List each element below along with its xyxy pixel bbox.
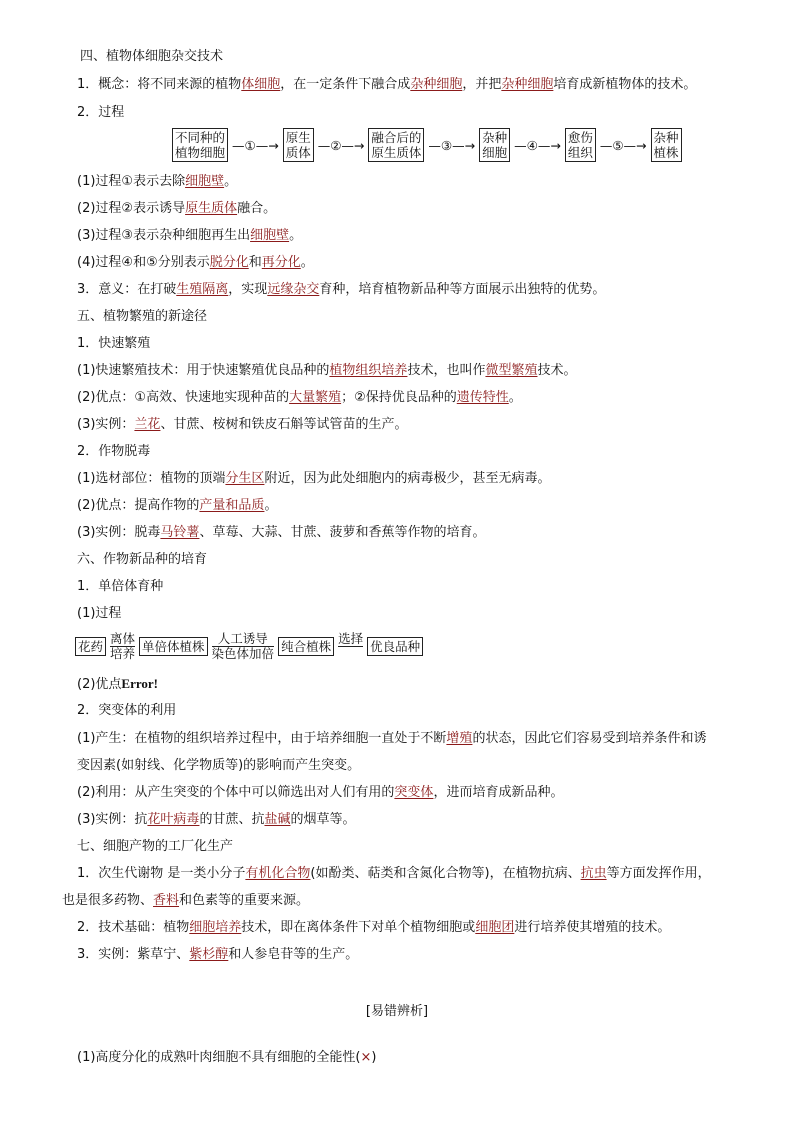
text-line: (1)过程 (77, 606, 122, 621)
text-line: (2)过程②表示诱导原生质体融合。 (77, 201, 277, 216)
text-line: (2)优点：①高效、快速地实现种苗的大量繁殖；②保持优良品种的遗传特性。 (77, 390, 522, 405)
text-line: 3．意义：在打破生殖隔离，实现远缘杂交育种，培育植物新品种等方面展示出独特的优势。 (77, 282, 606, 297)
subsection-heading: 2．突变体的利用 (77, 703, 177, 718)
text-line: (1)快速繁殖技术：用于快速繁殖优良品种的植物组织培养技术，也叫作微型繁殖技术。 (77, 363, 577, 378)
text-line: (1)产生：在植物的组织培养过程中，由于培养细胞一直处于不断增殖的状态，因此它们容易受到培养条件和诱 (77, 731, 707, 746)
text-line: (2)优点：提高作物的产量和品质。 (77, 498, 278, 513)
section-heading: 五、植物繁殖的新途径 (77, 309, 208, 324)
text-line: (2)优点Error! (77, 676, 158, 692)
flow-box: 杂种 植株 (651, 128, 682, 162)
flow-arrow: —③—→ (428, 137, 476, 153)
error-check-heading: [易错辨析] (365, 1004, 429, 1019)
text-line: 也是很多药物、香料和色素等的重要来源。 (62, 893, 310, 908)
flow-arrow: 离体 培养 (110, 631, 136, 661)
text-line: 变因素(如射线、化学物质等)的影响而产生突变。 (77, 758, 361, 773)
text-line: 1．次生代谢物 是一类小分子有机化合物(如酚类、萜类和含氮化合物等)，在植物抗病、抗虫等方面发挥作用， (77, 866, 711, 881)
flow-box: 原生 质体 (283, 128, 314, 162)
concept-line: 1．概念：将不同来源的植物体细胞，在一定条件下融合成杂种细胞，并把杂种细胞培育成新植物体的技术。 (77, 77, 697, 92)
text-line: (2)利用：从产生突变的个体中可以筛选出对人们有用的突变体，进而培育成新品种。 (77, 785, 564, 800)
flow-box: 不同种的 植物细胞 (172, 128, 228, 162)
text-line: (3)实例：兰花、甘蔗、桉树和铁皮石斛等试管苗的生产。 (77, 417, 408, 432)
flow-box: 花药 (75, 637, 106, 656)
flow-box: 纯合植株 (278, 637, 334, 656)
haploid-breeding-flow-diagram (75, 632, 423, 661)
flow-box: 单倍体植株 (139, 637, 208, 656)
flow-arrow: —①—→ (232, 137, 279, 153)
flow-box: 优良品种 (367, 637, 423, 656)
subsection-heading: 2．作物脱毒 (77, 444, 151, 459)
text-line: 3．实例：紫草宁、紫杉醇和人参皂苷等的生产。 (77, 947, 359, 962)
flow-arrow: 选择 (338, 631, 364, 646)
flow-arrow: 人工诱导 染色体加倍 (211, 631, 275, 661)
flow-box: 杂种 细胞 (479, 128, 510, 162)
flow-box: 愈伤 组织 (565, 128, 596, 162)
text-line: (3)实例：抗花叶病毒的甘蔗、抗盐碱的烟草等。 (77, 812, 356, 827)
text-line: (1)过程①表示去除细胞壁。 (77, 174, 238, 189)
text-line: (4)过程④和⑤分别表示脱分化和再分化。 (77, 255, 314, 270)
process-heading: 2．过程 (77, 105, 125, 120)
section-heading: 七、细胞产物的工厂化生产 (77, 839, 234, 854)
text-line: (3)过程③表示杂种细胞再生出细胞壁。 (77, 228, 303, 243)
flow-arrow: —⑤—→ (599, 137, 647, 153)
flow-arrow: —②—→ (317, 137, 365, 153)
text-line: (3)实例：脱毒马铃薯、草莓、大蒜、甘蔗、菠萝和香蕉等作物的培育。 (77, 525, 486, 540)
text-line: 2．技术基础：植物细胞培养技术，即在离体条件下对单个植物细胞或细胞团进行培养使其增殖的技术。 (77, 920, 671, 935)
subsection-heading: 1．快速繁殖 (77, 336, 151, 351)
subsection-heading: 1．单倍体育种 (77, 579, 164, 594)
section-heading: 四、植物体细胞杂交技术 (80, 49, 224, 64)
hybridization-flow-diagram (172, 128, 682, 162)
error-check-item: (1)高度分化的成熟叶肉细胞不具有细胞的全能性(×) (77, 1050, 377, 1065)
section-heading: 六、作物新品种的培育 (77, 552, 208, 567)
text-line: (1)选材部位：植物的顶端分生区附近，因为此处细胞内的病毒极少，甚至无病毒。 (77, 471, 551, 486)
flow-arrow: —④—→ (514, 137, 561, 153)
flow-box: 融合后的 原生质体 (368, 128, 424, 162)
